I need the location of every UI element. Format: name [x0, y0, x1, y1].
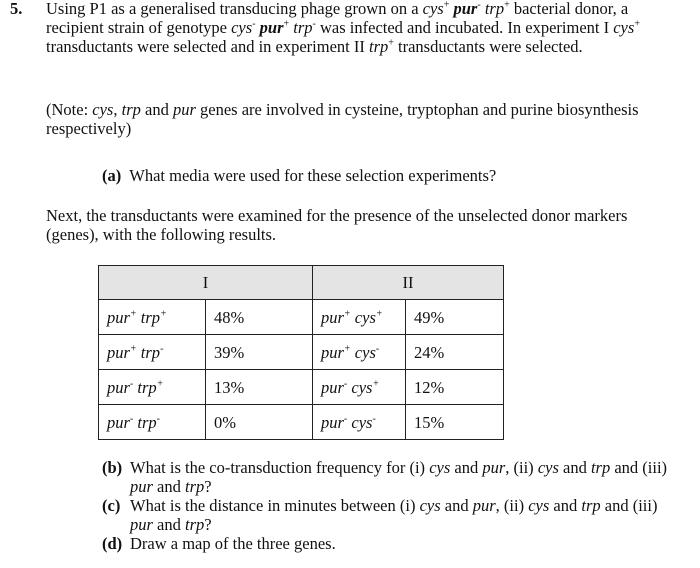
genotype-II: pur+ cys+ — [313, 300, 406, 335]
part-a — [102, 166, 662, 185]
next-paragraph: Next, the transductants were examined for the presence of the unselected donor markers (genes), with the following results. — [46, 206, 628, 244]
part-b-label: (b) — [102, 458, 123, 477]
part-d-label: (d) — [102, 534, 123, 553]
part-d — [102, 534, 682, 553]
table-row — [99, 370, 504, 405]
value-II: 12% — [406, 370, 504, 405]
table-row — [99, 405, 504, 440]
value-II: 24% — [406, 335, 504, 370]
genotype-II: pur- cys+ — [313, 370, 406, 405]
table-header-row — [99, 266, 504, 300]
genotype-I: pur+ trp+ — [99, 300, 206, 335]
value-I: 0% — [206, 405, 313, 440]
table-row — [99, 335, 504, 370]
part-a-label: (a) — [102, 166, 122, 185]
value-I: 13% — [206, 370, 313, 405]
genotype-I: pur+ trp- — [99, 335, 206, 370]
value-II: 15% — [406, 405, 504, 440]
genotype-II: pur+ cys- — [313, 335, 406, 370]
question-intro: Using P1 as a generalised transducing phage grown on a cys+ pur- trp+ bacterial donor, a recipient strain of genotype cys- pur+ trp- was infected and incubated. In experiment I cys+ transductants were selected and in experiment II trp+ transductants were selected. — [46, 0, 640, 56]
question-number: 5. — [10, 0, 23, 18]
part-b-text: What is the co-transduction frequency for (i) cys and pur, (ii) cys and trp and (iii) pur and trp? — [130, 458, 668, 496]
header-experiment-I: I — [99, 266, 313, 300]
value-I: 39% — [206, 335, 313, 370]
part-b — [102, 458, 682, 496]
part-c — [102, 496, 682, 534]
part-c-text: What is the distance in minutes between (i) cys and pur, (ii) cys and trp and (iii) pur and trp? — [130, 496, 658, 534]
part-a-text: What media were used for these selection experiments? — [129, 166, 497, 185]
genotype-I: pur- trp- — [99, 405, 206, 440]
part-d-text: Draw a map of the three genes. — [130, 534, 336, 553]
value-II: 49% — [406, 300, 504, 335]
sub-questions — [102, 458, 682, 553]
value-I: 48% — [206, 300, 313, 335]
genotype-II: pur- cys- — [313, 405, 406, 440]
part-c-label: (c) — [102, 496, 121, 515]
genotype-I: pur- trp+ — [99, 370, 206, 405]
results-table — [98, 265, 504, 440]
header-experiment-II: II — [313, 266, 504, 300]
note-paragraph: (Note: cys, trp and pur genes are involved in cysteine, tryptophan and purine biosynthesis respectively) — [46, 100, 639, 138]
table-row — [99, 300, 504, 335]
